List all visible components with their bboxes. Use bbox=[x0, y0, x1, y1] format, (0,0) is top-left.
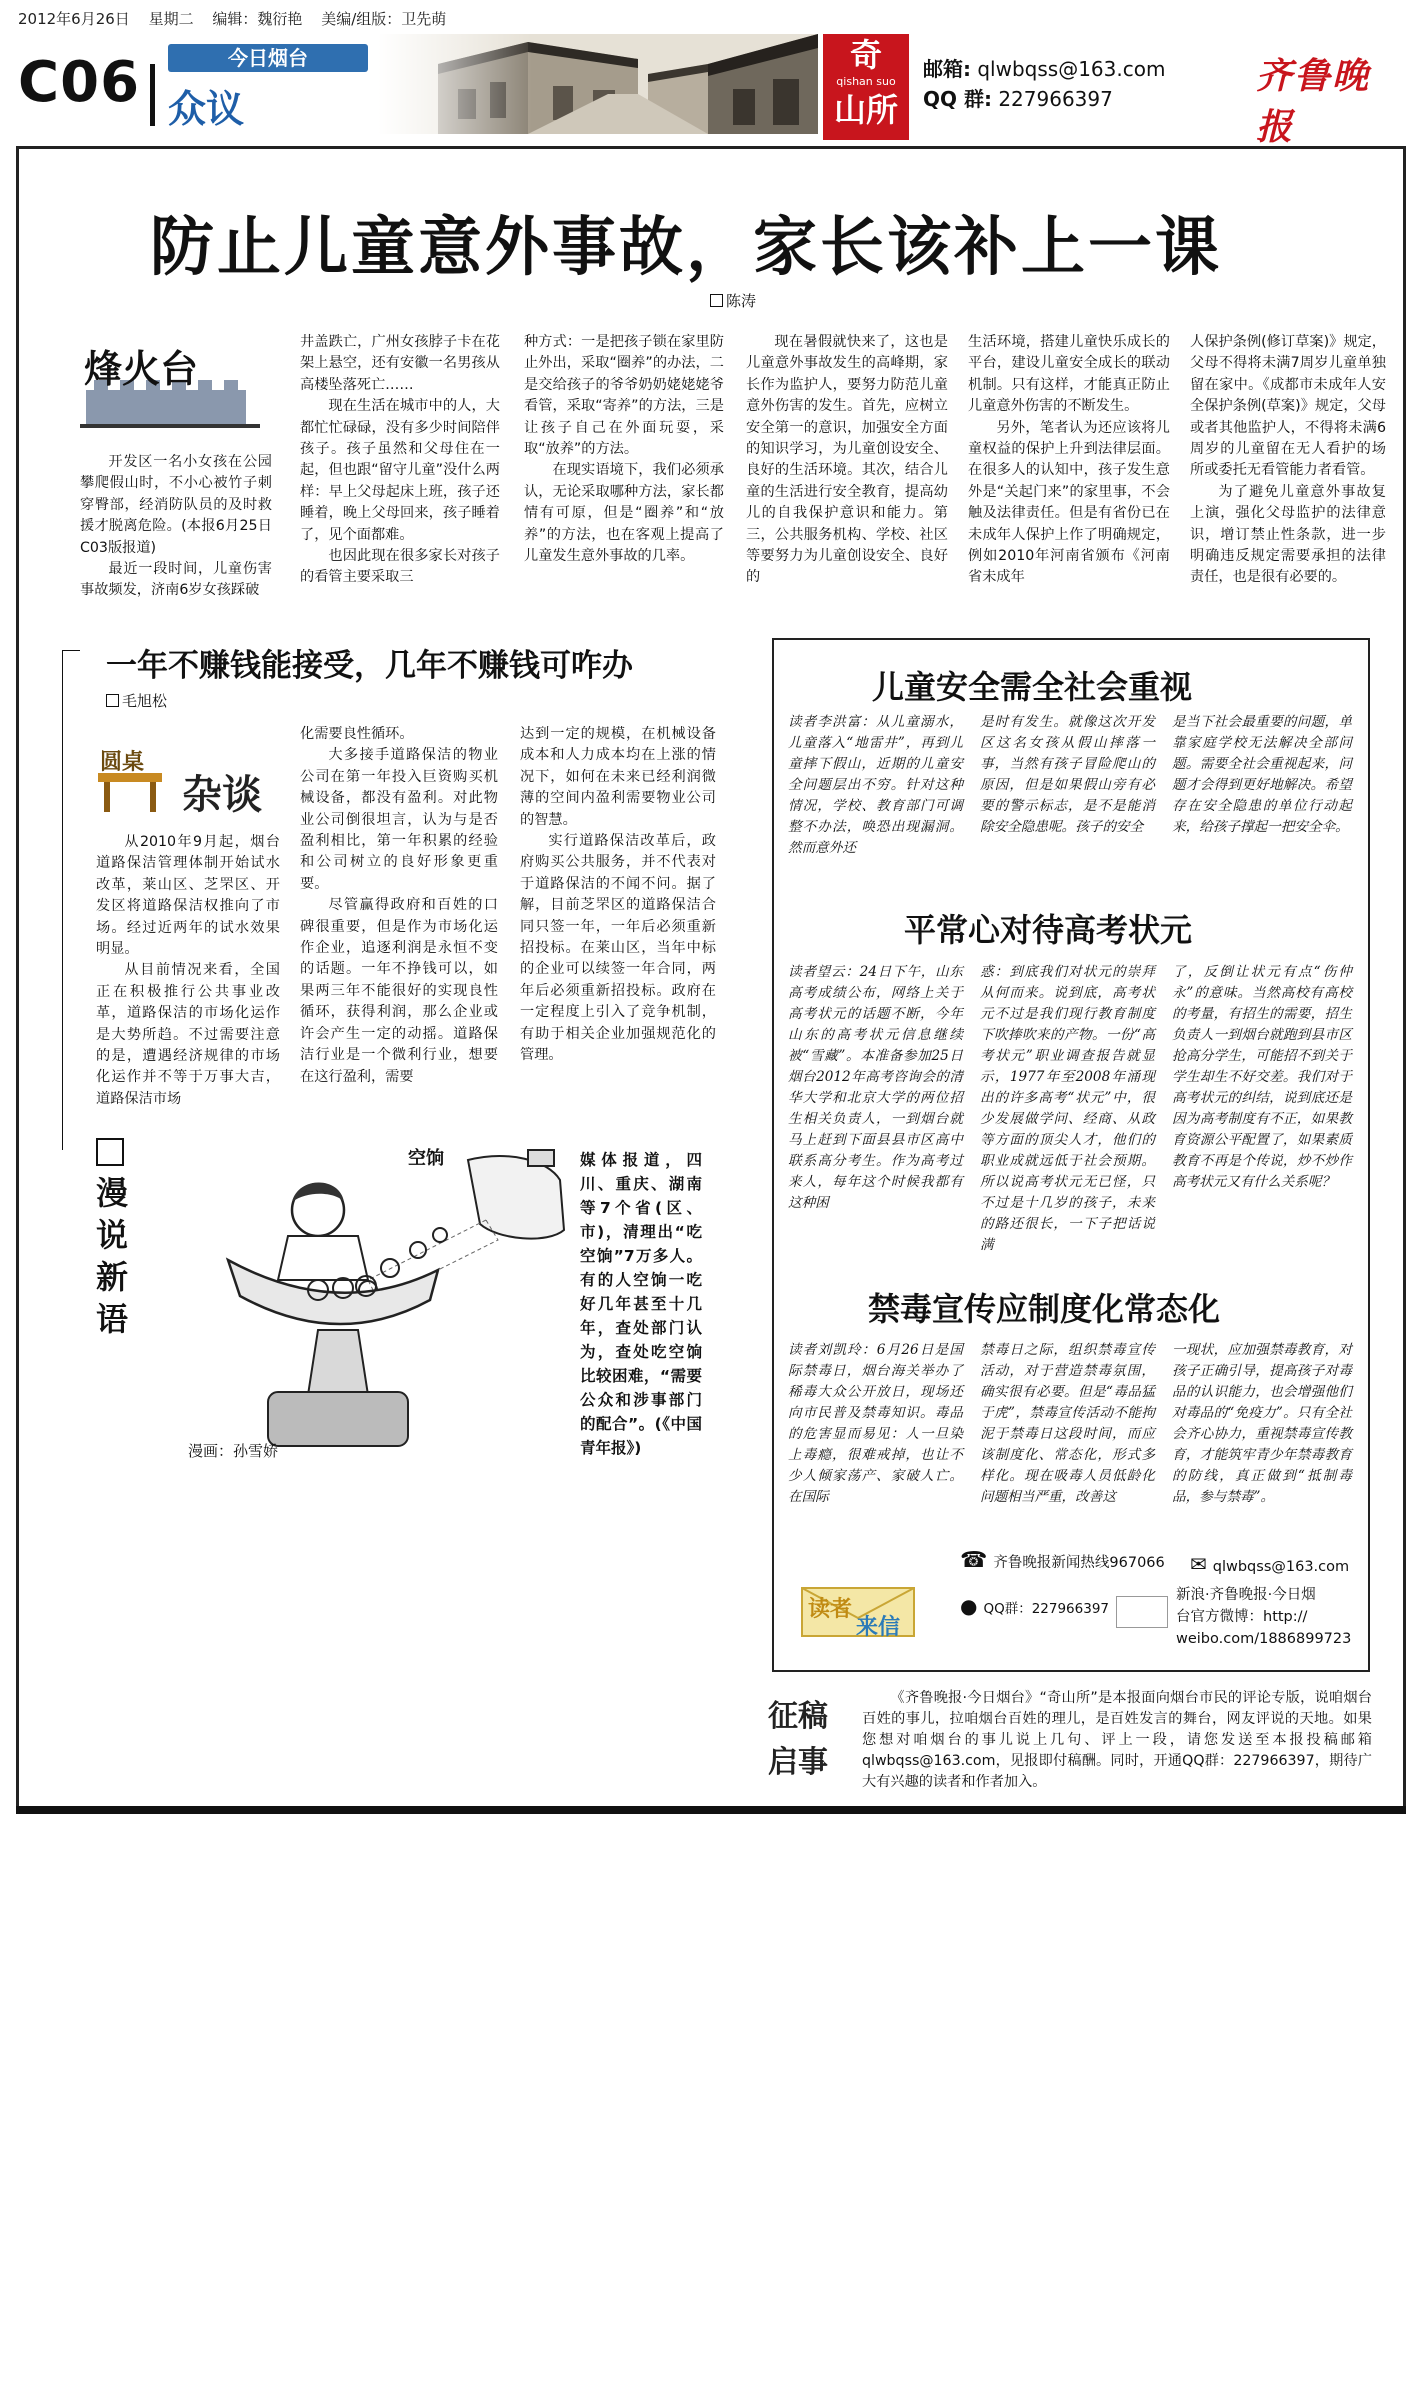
cartoon-box-icon bbox=[96, 1138, 124, 1166]
second-column-3 bbox=[520, 724, 716, 1067]
paragraph: 现在暑假就快来了，这也是儿童意外事故发生的高峰期，家长作为监护人，要努力防范儿童意外伤害的发生。首先，应树立安全第一的意识，加强安全方面的知识学习，为儿童创设安全、良好的生活环境。其次，结合儿童的生活进行安全教育，提高幼儿的自我保护意识和能力。第三，公共服务机构、学校、社区等要努力为儿童创设安全、良好的 bbox=[746, 334, 948, 586]
notice-text: 《齐鲁晚报·今日烟台》“奇山所”是本报面向烟台市民的评论专版，说咱烟台百姓的事儿，拉咱烟台百姓的理儿，是百姓发言的舞台，网友评说的天地。如果您想对咱烟台的事儿说上几句、评上一段，请您发送至本报投稿邮箱qlwbqss@163.com，见报即付稿酬。同时，开通QQ群：227966397，期待广大有兴趣的读者和作者加入。 bbox=[862, 1690, 1372, 1790]
weibo-line-2: 台官方微博：http:// bbox=[1176, 1609, 1308, 1625]
reader-letters-logo bbox=[800, 1570, 920, 1640]
letter-3-title: 禁毒宣传应制度化常态化 bbox=[868, 1290, 1221, 1328]
header-street-photo bbox=[378, 34, 818, 134]
header-contact bbox=[923, 54, 1165, 114]
notice-title-line-2: 启事 bbox=[768, 1745, 828, 1780]
letter-2-column-2: 惑：到底我们对状元的崇拜从何而来。说到底，高考状元不过是我们现行教育制度下吹捧吹来的产物。一份“高考状元”职业调查报告就显示，1977年至2008年涌现出的许多高考“状元”中，很少发展做学问、经商、从政等方面的顶尖人才，他们的职业成就远低于社会预期。所以说高考状元无已怪，只不过是十几岁的孩子，未来的路还很长，一下子把话说满 bbox=[980, 964, 1155, 1253]
zatan-logo-text: 杂谈 bbox=[182, 772, 262, 818]
designer-credit: 美编/组版：卫先萌 bbox=[321, 10, 447, 28]
seal-bottom-chars: 山所 bbox=[833, 91, 898, 129]
second-article-title: 一年不赚钱能接受，几年不赚钱可咋办 bbox=[106, 648, 633, 684]
letter-3-column-3: 一现状，应加强禁毒教育，对孩子正确引导，提高孩子对毒品的认识能力，也会增强他们对毒品的“免疫力”。只有全社会齐心协力，重视禁毒宣传教育，才能筑牢青少年禁毒教育的防线，真正做到“抵制毒品，参与禁毒”。 bbox=[1172, 1342, 1352, 1505]
section-title: 众议 bbox=[168, 87, 245, 131]
letter-2-column-1: 读者望云：24日下午，山东高考成绩公布，网络上关于高考状元的话题不断，今年山东的高考状元信息继续被“雪藏”。本准备参加25日烟台2012年高考咨询会的清华大学和北京大学的两位招生相关负责人，一到烟台就马上赶到下面县县市区高中联系高分考生。作为高考过来人，每年这个时候我都有这种困 bbox=[788, 964, 963, 1211]
paragraph: 从目前情况来看，全国正在积极推行公共事业改革，道路保洁的市场化运作是大势所趋。不过需要注意的是，遭遇经济规律的市场化运作并不等于万事大吉，道路保洁市场 bbox=[96, 962, 280, 1107]
phone-icon: ☎ bbox=[960, 1548, 988, 1573]
cartoon-column-title bbox=[96, 1138, 130, 1340]
issue-date: 2012年6月26日 bbox=[18, 10, 130, 28]
header-divider bbox=[150, 64, 155, 126]
fenghuotai-logo-text: 烽火台 bbox=[84, 347, 199, 391]
lead-article-byline bbox=[710, 290, 756, 311]
cartoon-label: 空饷 bbox=[408, 1148, 444, 1169]
fenghuotai-column-logo bbox=[80, 330, 260, 440]
yuanzhuo-column-logo bbox=[96, 745, 276, 823]
letter-2-title: 平常心对待高考状元 bbox=[904, 911, 1193, 949]
second-article-left-rule bbox=[62, 650, 63, 1150]
letter-1-column-1: 读者李洪富：从儿童溺水，儿童落入“地雷井”，再到儿童摔下假山，近期的儿童安全问题层出不穷。针对这种情况，学校、教育部门可调整不办法，唤恐出现漏洞。然而意外还 bbox=[788, 714, 963, 856]
byline-box-icon bbox=[106, 694, 119, 707]
letter-1-column-3: 是当下社会最重要的问题，单靠家庭学校无法解决全部问题。需要全社会重视起来，问题才会得到更好地解决。希望存在安全隐患的单位行动起来，给孩子撑起一把安全伞。 bbox=[1172, 714, 1352, 835]
lead-column-6 bbox=[1190, 332, 1386, 589]
letter-2-column-3: 了，反倒让状元有点“伤仲永”的意味。当然高校有高校的考量，有招生的需要，招生负责人一到烟台就跑到县市区抢高分学生，可能招不到关于学生却生不好交差。我们对于高考状元的纠结，说到底还是因为高考制度有不正，如果教育资源公平配置了，如果素质教育不再是个传说，炒不炒作高考状元又有什么关系呢？ bbox=[1172, 964, 1352, 1190]
second-column-2 bbox=[300, 724, 498, 1088]
paragraph: 最近一段时间，儿童伤害事故频发，济南6岁女孩踩破 bbox=[80, 561, 272, 599]
cartoon-credit: 漫画：孙雪娇 bbox=[188, 1442, 279, 1460]
cartoon-title-vertical: 漫说新语 bbox=[96, 1174, 129, 1338]
paragraph: 尽管赢得政府和百姓的口碑很重要，但是作为市场化运作企业，追逐利润是永恒不变的话题。一年不挣钱可以，如果两三年不能很好的实现良性循环，获得利润，那么企业或许会产生一定的动摇。道路保洁行业是一个微利行业，想要在这行盈利，需要 bbox=[300, 897, 498, 1085]
notice-title bbox=[768, 1694, 828, 1786]
paragraph: 也因此现在很多家长对孩子的看管主要采取三 bbox=[300, 548, 500, 586]
second-article-corner bbox=[62, 650, 80, 651]
paragraph: 现在生活在城市中的人，大都忙忙碌碌，没有多少时间陪伴孩子。孩子虽然和父母住在一起，但也跟“留守儿童”没什么两样：早上父母起床上班，孩子还睡着，晚上父母回来，孩子睡着了，见个面都难。 bbox=[300, 398, 500, 543]
reader-logo-text-b: 来信 bbox=[856, 1615, 901, 1640]
lead-column-4 bbox=[746, 332, 948, 589]
letter-1-column-2: 是时有发生。就像这次开发区这名女孩从假山摔落一事，当然有孩子冒险爬山的原因，但是如果假山旁有必要的警示标志，是不是能消除安全隐患呢。孩子的安全 bbox=[980, 714, 1155, 835]
page-code: C06 bbox=[18, 50, 141, 115]
bottom-bar bbox=[16, 1806, 1406, 1814]
paragraph: 开发区一名小女孩在公园攀爬假山时，不小心被竹子刺穿臀部，经消防队员的及时救援才脱离危险。(本报6月25日C03版报道) bbox=[80, 454, 272, 556]
paragraph: 种方式：一是把孩子锁在家里防止外出，采取“圈养”的办法，二是交给孩子的爷爷奶奶姥姥姥爷看管，采取“寄养”的方法，三是让孩子自己在外面玩耍，采取“放养”的方法。 bbox=[524, 334, 724, 458]
seal-top-char: 奇 bbox=[849, 36, 882, 74]
paragraph: 从2010年9月起，烟台道路保洁管理体制开始试水改革，莱山区、芝罘区、开发区将道路保洁权推向了市场。经过近两年的试水效果明显。 bbox=[96, 834, 280, 958]
old-street-illustration bbox=[378, 34, 818, 134]
second-article-byline bbox=[106, 690, 167, 711]
paragraph: 生活环境，搭建儿童快乐成长的平台，建设儿童安全成长的联动机制。只有这样，才能真正防止儿童意外伤害的不断发生。 bbox=[968, 334, 1170, 415]
qq-label: QQ 群: bbox=[923, 87, 992, 111]
newspaper-logo: 齐鲁晚报 bbox=[1256, 55, 1371, 148]
byline-box-icon bbox=[710, 294, 723, 307]
paragraph: 井盖跌亡，广州女孩脖子卡在花架上悬空，还有安徽一名男孩从高楼坠落死亡…… bbox=[300, 334, 500, 393]
paragraph: 达到一定的规模，在机械设备成本和人力成本均在上涨的情况下，如何在未来已经利润微薄的空间内盈利需要物业公司的智慧。 bbox=[520, 726, 716, 828]
qq-value: 227966397 bbox=[998, 87, 1113, 111]
lead-article-title: 防止儿童意外事故，家长该补上一课 bbox=[150, 211, 1222, 285]
second-article-author: 毛旭松 bbox=[122, 692, 168, 710]
paragraph: 另外，笔者认为还应该将儿童权益的保护上升到法律层面。在很多人的认知中，孩子发生意外是“关起门来”的家里事，不会触及法律责任。但是有省份已在未成年人保护上作了明确规定，例如2010年河南省颁布《河南省未成年 bbox=[968, 419, 1170, 586]
email-value[interactable]: qlwbqss@163.com bbox=[977, 57, 1166, 81]
qq-row bbox=[960, 1594, 1109, 1618]
lead-column-5 bbox=[968, 332, 1170, 589]
letter-1-title: 儿童安全需全社会重视 bbox=[872, 668, 1193, 706]
second-column-1 bbox=[96, 832, 280, 1110]
lead-column-1 bbox=[80, 452, 272, 602]
lead-article-author: 陈涛 bbox=[726, 292, 757, 310]
notice-title-line-1: 征稿 bbox=[768, 1699, 828, 1734]
issue-weekday: 星期二 bbox=[148, 10, 194, 28]
letter-3-column-1: 读者刘凯玲：6月26日是国际禁毒日，烟台海关举办了稀毒大众公开放日，现场还向市民普及禁毒知识。毒品的危害显而易见：人一旦染上毒瘾，很难戒掉，也让不少人倾家荡产、家破人亡。在国际 bbox=[788, 1342, 963, 1505]
paragraph: 大多接手道路保洁的物业公司在第一年投入巨资购买机械设备，都没有盈利。对此物业公司倒很坦言，认为与是否盈利相比，第一年积累的经验和公司树立的良好形象更重要。 bbox=[300, 747, 498, 892]
paragraph: 为了避免儿童意外事故复上演，强化父母监护的法律意识，增订禁止性条款，进一步明确违反规定需要承担的法律责任，也是很有必要的。 bbox=[1190, 483, 1386, 586]
cartoon-caption: 媒体报道，四川、重庆、湖南等7个省(区、市)，清理出“吃空饷”7万多人。有的人空饷一吃好几年甚至十几年，查处部门认为，查处吃空饷比较困难，“需要公众和涉事部门的配合”。(《中国青年报》) bbox=[580, 1151, 702, 1457]
qishansuo-seal bbox=[823, 34, 909, 140]
empty-salary-cartoon bbox=[168, 1140, 588, 1480]
lead-column-3 bbox=[524, 332, 724, 567]
paragraph: 化需要良性循环。 bbox=[300, 726, 414, 742]
section-tag: 今日烟台 bbox=[168, 44, 368, 72]
weibo-line-3[interactable]: weibo.com/1886899723 bbox=[1176, 1631, 1352, 1647]
qq-penguin-icon: ● bbox=[960, 1594, 978, 1618]
page-header bbox=[18, 34, 1400, 148]
lead-column-2 bbox=[300, 332, 500, 589]
paragraph: 实行道路保洁改革后，政府购买公共服务，并不代表对于道路保洁的不闻不问。据了解，目前芝罘区的道路保洁合同只签一年，一年后必须重新招投标。在莱山区，当年中标的企业可以续签一年合同，两年后必须重新招投标。政府在一定程度上引入了竞争机制，有助于相关企业加强规范化的管理。 bbox=[520, 833, 716, 1064]
cartoon-illustration bbox=[168, 1140, 588, 1480]
mail-icon: ✉ bbox=[1190, 1552, 1207, 1576]
box-qq: QQ群：227966397 bbox=[983, 1601, 1110, 1617]
yuanzhuo-logo-text: 圆桌 bbox=[100, 750, 145, 775]
email-label: 邮箱: bbox=[923, 57, 971, 81]
paragraph: 人保护条例(修订草案)》规定，父母不得将未满7周岁儿童单独留在家中。《成都市未成年人安全保护条例(草案)》规定，父母或者其他监护人，不得将未满6周岁的儿童留在无人看护的场所或委托无看管能力者看管。 bbox=[1190, 334, 1386, 479]
weibo-info bbox=[1176, 1584, 1351, 1650]
reader-logo-text-a: 读者 bbox=[808, 1597, 853, 1622]
box-email[interactable]: qlwbqss@163.com bbox=[1212, 1559, 1350, 1575]
email-row bbox=[1190, 1552, 1349, 1576]
hotline-text: 齐鲁晚报新闻热线967066 bbox=[993, 1555, 1165, 1571]
editor-credit: 编辑：魏衍艳 bbox=[212, 10, 303, 28]
issue-meta bbox=[18, 8, 460, 29]
seal-pinyin: qishan suo bbox=[836, 75, 896, 88]
weibo-icon bbox=[1116, 1596, 1168, 1628]
letter-3-column-2: 禁毒日之际，组织禁毒宣传活动，对于营造禁毒氛围，确实很有必要。但是“毒品猛于虎”，禁毒宣传活动不能拘泥于禁毒日这段时间，而应该制度化、常态化，形式多样化。现在吸毒人员低龄化问题相当严重，改善这 bbox=[980, 1342, 1155, 1505]
hotline-row bbox=[960, 1548, 1165, 1573]
weibo-line-1: 新浪·齐鲁晚报·今日烟 bbox=[1176, 1587, 1316, 1603]
paragraph: 在现实语境下，我们必须承认，无论采取哪种方法，家长都情有可原，但是“圈养”和“放养”的方法，也在客观上提高了儿童发生意外事故的几率。 bbox=[524, 462, 724, 565]
